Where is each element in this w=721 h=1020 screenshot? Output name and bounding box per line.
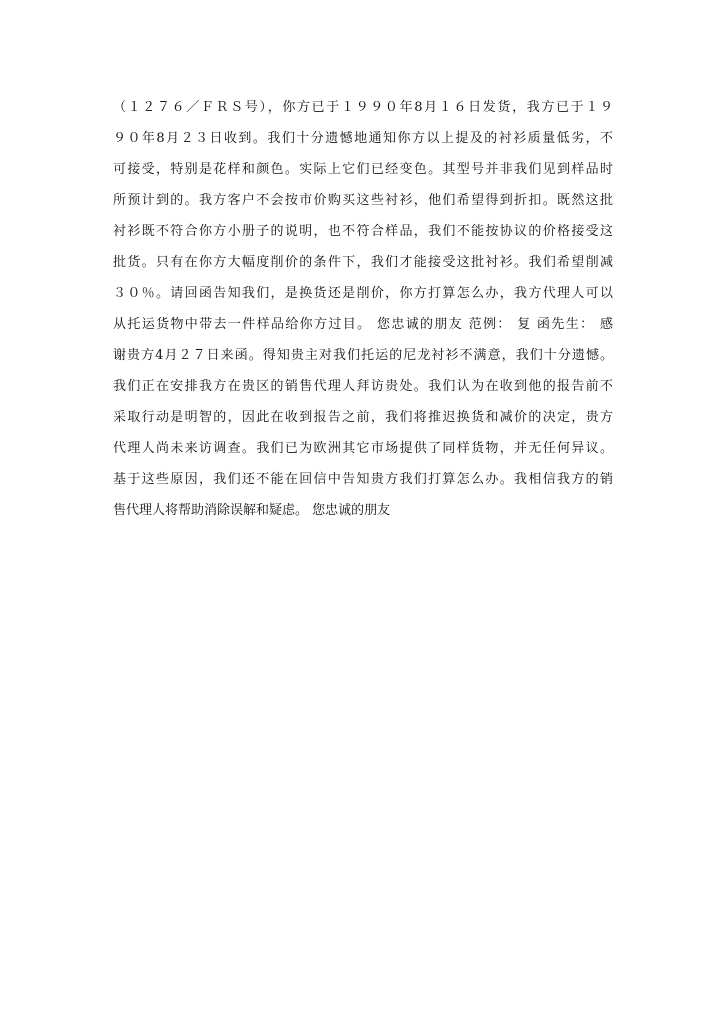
text-line-9: 谢贵方4月２７日来函。得知贵主对我们托运的尼龙衬衫不满意，我们十分遗憾。 — [113, 348, 613, 363]
text-line-10: 我们正在安排我方在贵区的销售代理人拜访贵处。我们认为在收到他的报告前不 — [113, 379, 613, 394]
text-line-6: 批货。只有在你方大幅度削价的条件下，我们才能接受这批衬衫。我们希望削减 — [113, 255, 613, 270]
text-line-7: ３０％。请回函告知我们，是换货还是削价，你方打算怎么办，我方代理人可以 — [113, 286, 613, 301]
text-line-1: （１２７６／ＦＲＳ号），你方已于１９９０年8月１６日发货，我方已于１９ — [113, 100, 613, 115]
text-line-12: 代理人尚未来访调查。我们已为欧洲其它市场提供了同样货物，并无任何异议。 — [113, 441, 613, 456]
text-line-2: ９０年8月２３日收到。我们十分遗憾地通知你方以上提及的衬衫质量低劣，不 — [113, 131, 613, 146]
text-line-4: 所预计到的。我方客户不会按市价购买这些衬衫，他们希望得到折扣。既然这批 — [113, 193, 613, 208]
text-line-5: 衬衫既不符合你方小册子的说明，也不符合样品，我们不能按协议的价格接受这 — [113, 224, 613, 239]
text-line-8: 从托运货物中带去一件样品给你方过目。 您忠诚的朋友 范例： 复 函先生： 感 — [113, 317, 613, 332]
text-line-11: 采取行动是明智的，因此在收到报告之前，我们将推迟换货和减价的决定，贵方 — [113, 410, 613, 425]
text-line-3: 可接受，特别是花样和颜色。实际上它们已经变色。其型号并非我们见到样品时 — [113, 162, 613, 177]
text-line-13: 基于这些原因，我们还不能在回信中告知贵方我们打算怎么办。我相信我方的销 — [113, 472, 613, 487]
letter-body — [113, 92, 613, 526]
text-line-14: 售代理人将帮助消除误解和疑虑。 您忠诚的朋友 — [113, 503, 391, 518]
